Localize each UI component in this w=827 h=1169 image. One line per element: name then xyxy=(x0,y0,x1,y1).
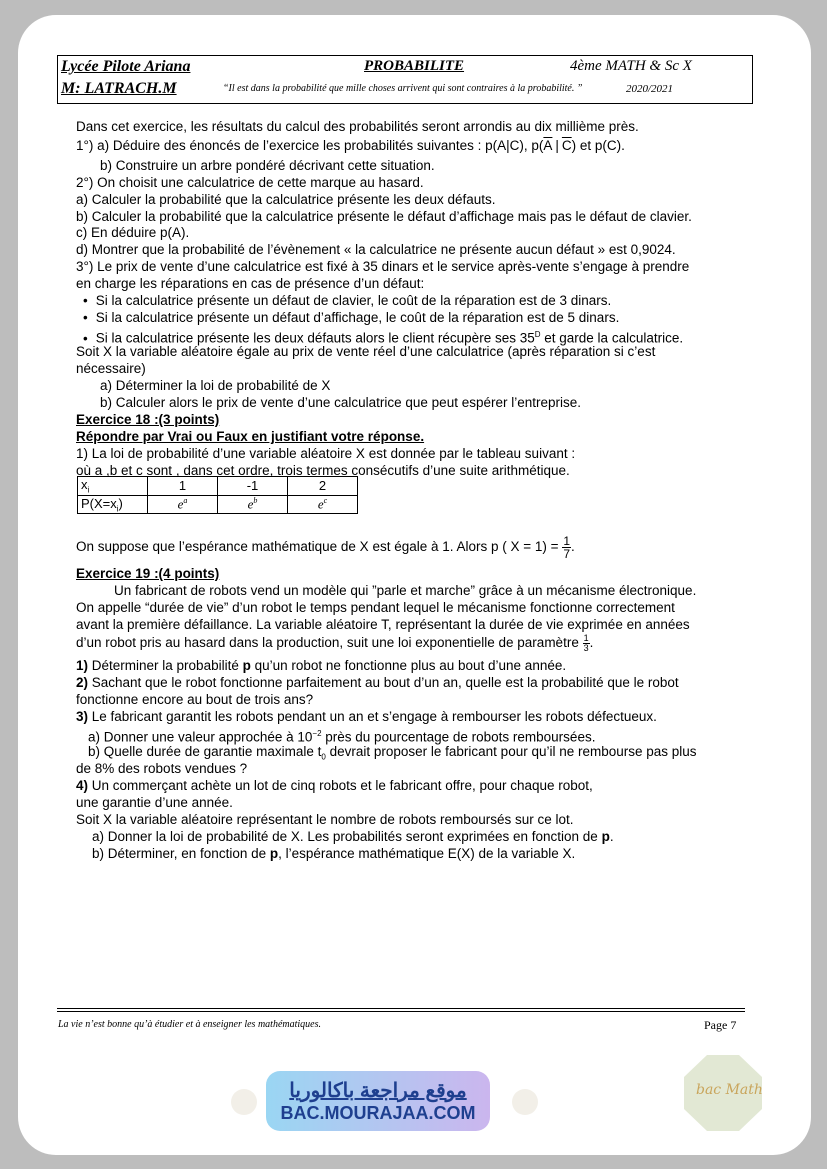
bullet-icon: • xyxy=(83,330,88,346)
text-line: a) Donner une valeur approchée à $10^{-2}$ près du pourcentage de robots remboursées. xyxy=(88,729,596,745)
text-line: b) Construire un arbre pondéré décrivant cette situation. xyxy=(100,158,435,173)
bullet-item: • Si la calculatrice présente un défaut d’affichage, le coût de la réparation est de 5 dinars. xyxy=(83,310,620,325)
text-line: de 8% des robots vendues ? xyxy=(76,761,248,776)
text-line: d) Montrer que la probabilité de l’évènement « la calculatrice ne présente aucun défaut » est 0,9024. xyxy=(76,242,676,257)
text-line: b) Calculer la probabilité que la calculatrice présente le défaut d’affichage mais pas le défaut de clavier. xyxy=(76,209,692,224)
footer-motto: La vie n’est bonne qu’à étudier et à enseigner les mathématiques. xyxy=(58,1019,321,1030)
text-line: Soit X la variable aléatoire égale au prix de vente réel d’une calculatrice (après réparation si c’est xyxy=(76,344,656,359)
text-line: Un fabricant de robots vend un modèle qui ”parle et marche” grâce à un mécanisme électronique. xyxy=(114,583,697,598)
site-banner-link[interactable] xyxy=(266,1071,490,1131)
text-line: fonctionne encore au bout de trois ans? xyxy=(76,692,314,707)
book-logo-icon xyxy=(512,1089,538,1115)
text-line: une garantie d’une année. xyxy=(76,795,233,810)
exercise-18-instruction: Répondre par Vrai ou Faux en justifiant votre réponse. xyxy=(76,429,425,444)
school-year: 2020/2021 xyxy=(626,83,674,95)
header-box xyxy=(57,55,753,104)
teacher-name: M: LATRACH.M xyxy=(61,80,177,97)
table-cell: 1 xyxy=(148,477,218,496)
stamp-label: bac Math xyxy=(696,1082,763,1098)
text-line: nécessaire) xyxy=(76,361,146,376)
text-line: On suppose que l’espérance mathématique de X est égale à 1. Alors p ( X = 1) = $\frac{1}{7}$ . xyxy=(76,534,575,561)
text-line: Soit X la variable aléatoire représentant le nombre de robots remboursés sur ce lot. xyxy=(76,812,574,827)
exercise-19-title: Exercice 19 :(4 points) xyxy=(76,566,220,581)
text-line: 1) La loi de probabilité d’une variable aléatoire X est donnée par le tableau suivant : xyxy=(76,446,576,461)
fraction: $\frac{1}{3}$ xyxy=(583,633,589,653)
bullet-item: • Si la calculatrice présente les deux défauts alors le client récupère ses $35^D$ et garde la calculatrice. xyxy=(83,330,684,346)
page-number: Page 7 xyxy=(704,1018,737,1032)
table-cell: 2 xyxy=(288,477,358,496)
text-line: b) Quelle durée de garantie maximale $t_0$ devrait proposer le fabricant pour qu’il ne rembourse pas plus xyxy=(88,744,697,762)
class-label: 4ème MATH & Sc X xyxy=(570,58,692,74)
event-complement-c: $\overline{C}$ xyxy=(561,138,572,153)
text-line: d’un robot pris au hasard dans la production, suit une loi exponentielle de paramètre $\frac{1}{3}$ . xyxy=(76,633,594,653)
table-row xyxy=(78,495,358,514)
text-line: c) En déduire p(A). xyxy=(76,225,190,240)
text-line: 3) Le fabricant garantit les robots pendant un an et s’engage à rembourser les robots défectueux. xyxy=(76,709,657,724)
bullet-item: • Si la calculatrice présente un défaut de clavier, le coût de la réparation est de 3 dinars. xyxy=(83,293,612,308)
table-cell: $e^b$ xyxy=(218,495,288,514)
text-line: où a ,b et c sont , dans cet ordre, trois termes consécutifs d’une suite arithmétique. xyxy=(76,463,570,478)
text-line: 3°) Le prix de vente d’une calculatrice est fixé à 35 dinars et le service après-vente s’engage à prendre xyxy=(76,259,690,274)
text-line: Dans cet exercice, les résultats du calcul des probabilités seront arrondis au dix millième près. xyxy=(76,119,639,134)
fraction: $\frac{1}{7}$ xyxy=(563,534,570,561)
book-logo-icon xyxy=(231,1089,257,1115)
site-url: BAC.MOURAJAA.COM xyxy=(280,1103,476,1123)
text-line: en charge les réparations en cas de présence d’un défaut: xyxy=(76,276,425,291)
school-name: Lycée Pilote Ariana xyxy=(61,58,191,75)
text-line: a) Donner la loi de probabilité de X. Les probabilités seront exprimées en fonction de p. xyxy=(92,829,614,844)
probability-table xyxy=(77,476,358,514)
text-line: a) Calculer la probabilité que la calculatrice présente les deux défauts. xyxy=(76,192,496,207)
header-quote: “Il est dans la probabilité que mille choses arrivent qui sont contraires à la probabilité. ” xyxy=(223,83,583,94)
table-header-cell: $x_i$ xyxy=(78,477,148,496)
text-line: 1) Déterminer la probabilité p qu’un robot ne fonctionne plus au bout d’une année. xyxy=(76,658,567,673)
table-cell: $e^c$ xyxy=(288,495,358,514)
page-title: PROBABILITE xyxy=(364,58,465,74)
table-header-cell: $P(X=x_i)$ xyxy=(78,495,148,514)
text-line: 1°) a) Déduire des énoncés de l’exercice les probabilités suivantes : p(A|C), $p(\overline{A}$ | $\overline{C}$) et p(C). xyxy=(76,138,625,153)
site-name-arabic: موقع مراجعة باكالوريا xyxy=(289,1080,467,1102)
text-line: 2°) On choisit une calculatrice de cette marque au hasard. xyxy=(76,175,424,190)
table-row xyxy=(78,477,358,496)
text-line: avant la première défaillance. La variable aléatoire T, représentant la durée de vie exprimée en années xyxy=(76,617,690,632)
bullet-icon: • xyxy=(83,293,88,308)
text-line: b) Calculer alors le prix de vente d’une calculatrice que peut espérer l’entreprise. xyxy=(100,395,582,410)
footer-divider xyxy=(57,1008,745,1012)
text-line: 4) Un commerçant achète un lot de cinq robots et le fabricant offre, pour chaque robot, xyxy=(76,778,593,793)
exercise-18-title: Exercice 18 :(3 points) xyxy=(76,412,220,427)
table-cell: -1 xyxy=(218,477,288,496)
bullet-icon: • xyxy=(83,310,88,325)
text-line: On appelle “durée de vie” d’un robot le temps pendant lequel le mécanisme fonctionne correctement xyxy=(76,600,675,615)
text-line: a) Déterminer la loi de probabilité de X xyxy=(100,378,331,393)
text-line: b) Déterminer, en fonction de p, l’espérance mathématique E(X) de la variable X. xyxy=(92,846,576,861)
table-cell: $e^a$ xyxy=(148,495,218,514)
text-line: 2) Sachant que le robot fonctionne parfaitement au bout d’un an, quelle est la probabilité que le robot xyxy=(76,675,679,690)
event-complement-a: $\overline{A}$ xyxy=(543,138,553,153)
